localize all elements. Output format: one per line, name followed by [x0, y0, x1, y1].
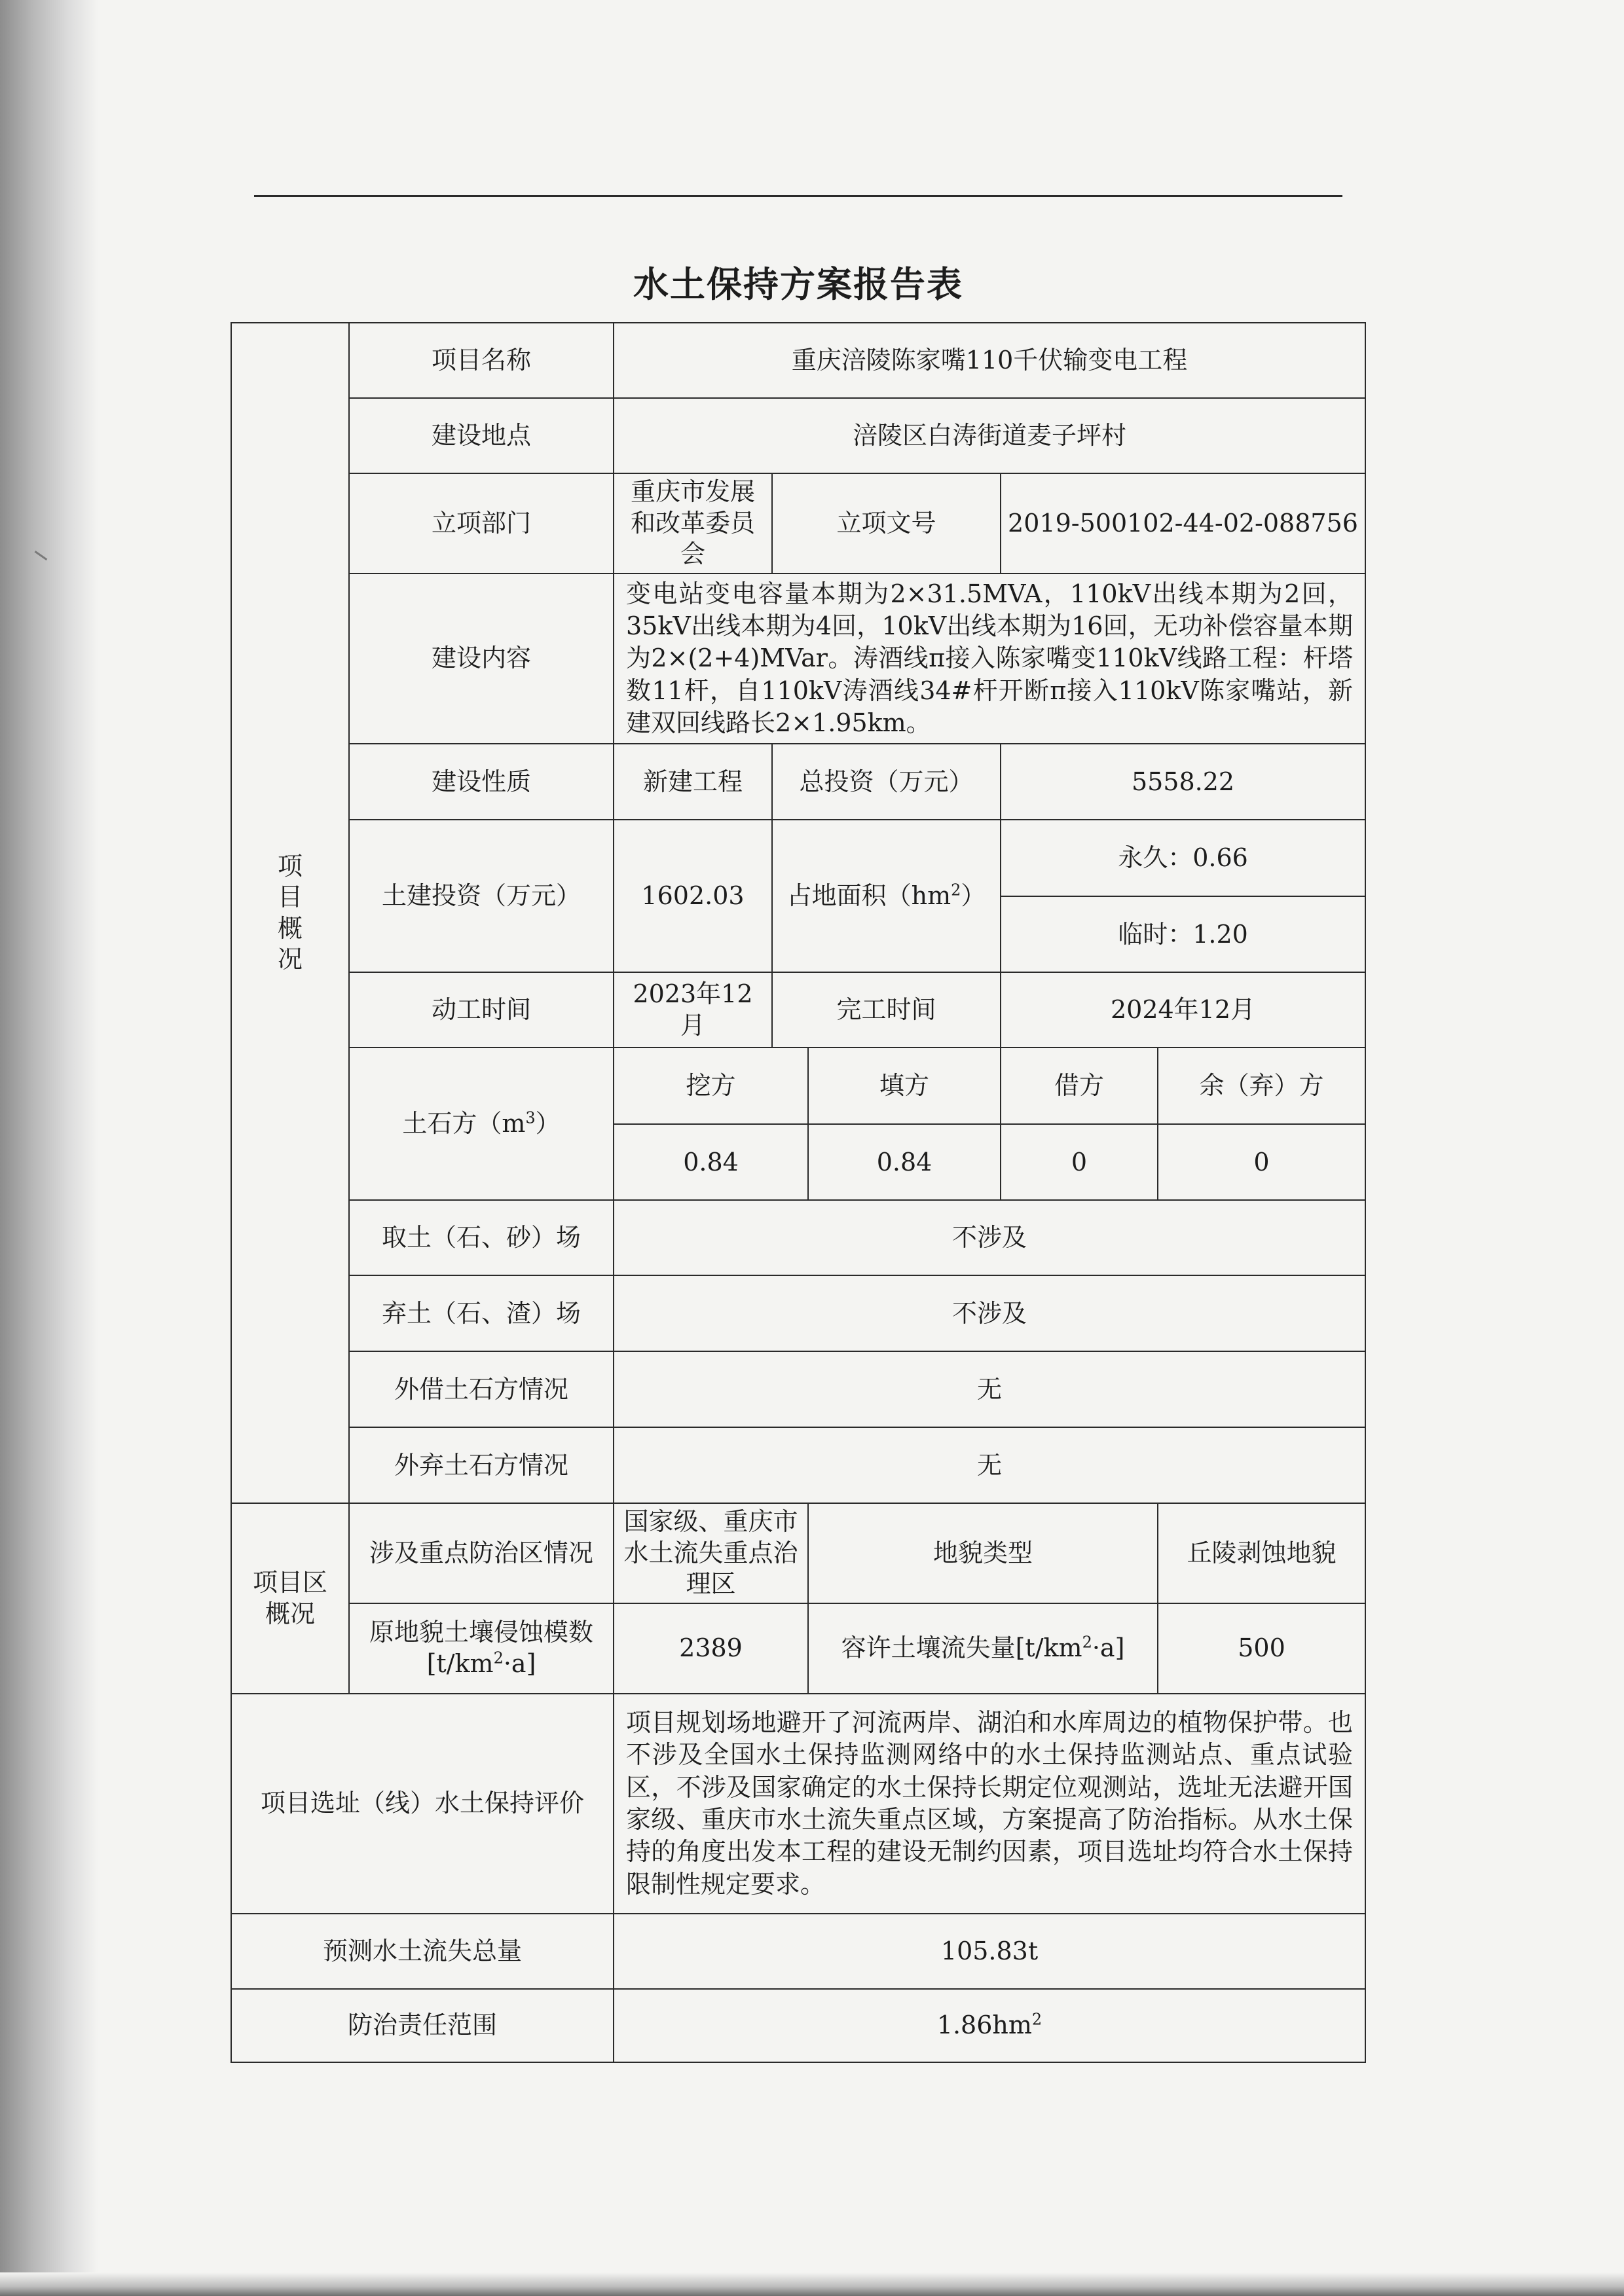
responsibility-label: 防治责任范围 — [231, 1989, 614, 2062]
prediction-value: 105.83t — [614, 1914, 1365, 1989]
external-spoil-label: 外弃土石方情况 — [349, 1427, 614, 1503]
external-spoil-value: 无 — [614, 1427, 1365, 1503]
evaluation-value: 项目规划场地避开了河流两岸、湖泊和水库周边的植物保护带。也不涉及全国水土保持监测网络中的水土保持监测站点、重点试验区，不涉及国家确定的水土保持长期定位观测站，选址无法避开国家级、重庆市水土流失重点区域，方案提高了防治指标。从水土保持的角度出发本工程的建设无制约因素，项目选址均符合水土保持限制性规定要求。 — [614, 1694, 1365, 1914]
area-permanent: 永久：0.66 — [1001, 820, 1365, 896]
row-external-spoil — [231, 1427, 1365, 1503]
row-nature — [231, 744, 1365, 820]
bottom-shadow — [0, 2272, 1624, 2296]
end-value: 2024年12月 — [1001, 972, 1365, 1048]
content-value: 变电站变电容量本期为2×31.5MVA，110kV出线本期为2回，35kV出线本期为4回，10kV出线本期为16回，无功补偿容量本期为2×(2+4)MVar。涛酒线π接入陈家嘴变110kV线路工程：杆塔数11杆，自110kV涛酒线34#杆开断π接入110kV陈家嘴站，新建双回线路长2×1.95km。 — [614, 574, 1365, 744]
allow-value: 500 — [1158, 1603, 1365, 1694]
start-value: 2023年12月 — [614, 972, 772, 1048]
key-zone-label: 涉及重点防治区情况 — [349, 1503, 614, 1603]
document-title: 水土保持方案报告表 — [633, 263, 963, 305]
row-spoil-site — [231, 1275, 1365, 1351]
project-name-value: 重庆涪陵陈家嘴110千伏输变电工程 — [614, 323, 1365, 398]
prediction-label: 预测水土流失总量 — [231, 1914, 614, 1989]
erosion-value: 2389 — [614, 1603, 808, 1694]
approval-doc-value: 2019-500102-44-02-088756 — [1001, 473, 1365, 574]
header-rule — [254, 195, 1342, 197]
landform-label: 地貌类型 — [808, 1503, 1158, 1603]
spoil-site-label: 弃土（石、渣）场 — [349, 1275, 614, 1351]
nature-value: 新建工程 — [614, 744, 772, 820]
investment-label: 总投资（万元） — [772, 744, 1001, 820]
approval-dept-value: 重庆市发展和改革委员会 — [614, 473, 772, 574]
approval-doc-label: 立项文号 — [772, 473, 1001, 574]
external-borrow-value: 无 — [614, 1351, 1365, 1427]
row-evaluation — [231, 1694, 1365, 1914]
earthwork-value-spoil: 0 — [1158, 1124, 1365, 1200]
earthwork-header-fill: 填方 — [808, 1048, 1001, 1124]
earthwork-value-fill: 0.84 — [808, 1124, 1001, 1200]
area-temporary: 临时：1.20 — [1001, 896, 1365, 972]
borrow-site-label: 取土（石、砂）场 — [349, 1200, 614, 1275]
erosion-label: 原地貌土壤侵蚀模数$[t/km^2\cdot a]$ — [349, 1603, 614, 1694]
earthwork-header-borrow: 借方 — [1001, 1048, 1158, 1124]
report-table — [231, 322, 1366, 2063]
row-external-borrow — [231, 1351, 1365, 1427]
overview-section-label: 项 目 概 况 — [231, 323, 349, 1503]
row-location — [231, 398, 1365, 473]
approval-dept-label: 立项部门 — [349, 473, 614, 574]
investment-value: 5558.22 — [1001, 744, 1365, 820]
earthwork-value-cut: 0.84 — [614, 1124, 808, 1200]
earthwork-header-cut: 挖方 — [614, 1048, 808, 1124]
allow-label: 容许土壤流失量$[t/km^2\cdot a]$ — [808, 1603, 1158, 1694]
row-approval — [231, 473, 1365, 574]
end-label: 完工时间 — [772, 972, 1001, 1048]
key-zone-value: 国家级、重庆市水土流失重点治理区 — [614, 1503, 808, 1603]
civil-value: 1602.03 — [614, 820, 772, 972]
borrow-site-value: 不涉及 — [614, 1200, 1365, 1275]
row-key-zone — [231, 1503, 1365, 1603]
nature-label: 建设性质 — [349, 744, 614, 820]
civil-label: 土建投资（万元） — [349, 820, 614, 972]
row-responsibility — [231, 1989, 1365, 2062]
earthwork-value-borrow: 0 — [1001, 1124, 1158, 1200]
row-earthwork-headers — [231, 1048, 1365, 1124]
evaluation-label: 项目选址（线）水土保持评价 — [231, 1694, 614, 1914]
start-label: 动工时间 — [349, 972, 614, 1048]
region-section-label: 项目区 概况 — [231, 1503, 349, 1694]
external-borrow-label: 外借土石方情况 — [349, 1351, 614, 1427]
content-label: 建设内容 — [349, 574, 614, 744]
earthwork-label: 土石方$(m^3)$ — [349, 1048, 614, 1200]
landform-value: 丘陵剥蚀地貌 — [1158, 1503, 1365, 1603]
earthwork-header-spoil: 余（弃）方 — [1158, 1048, 1365, 1124]
location-value: 涪陵区白涛街道麦子坪村 — [614, 398, 1365, 473]
row-schedule — [231, 972, 1365, 1048]
binding-shadow — [0, 0, 98, 2296]
responsibility-value: $1.86hm^2$ — [614, 1989, 1365, 2062]
row-project-name — [231, 323, 1365, 398]
row-content — [231, 574, 1365, 744]
location-label: 建设地点 — [349, 398, 614, 473]
project-name-label: 项目名称 — [349, 323, 614, 398]
row-erosion — [231, 1603, 1365, 1694]
spoil-site-value: 不涉及 — [614, 1275, 1365, 1351]
area-label: 占地面积$(hm^2)$ — [772, 820, 1001, 972]
row-prediction — [231, 1914, 1365, 1989]
row-civil-permanent — [231, 820, 1365, 896]
row-borrow-site — [231, 1200, 1365, 1275]
